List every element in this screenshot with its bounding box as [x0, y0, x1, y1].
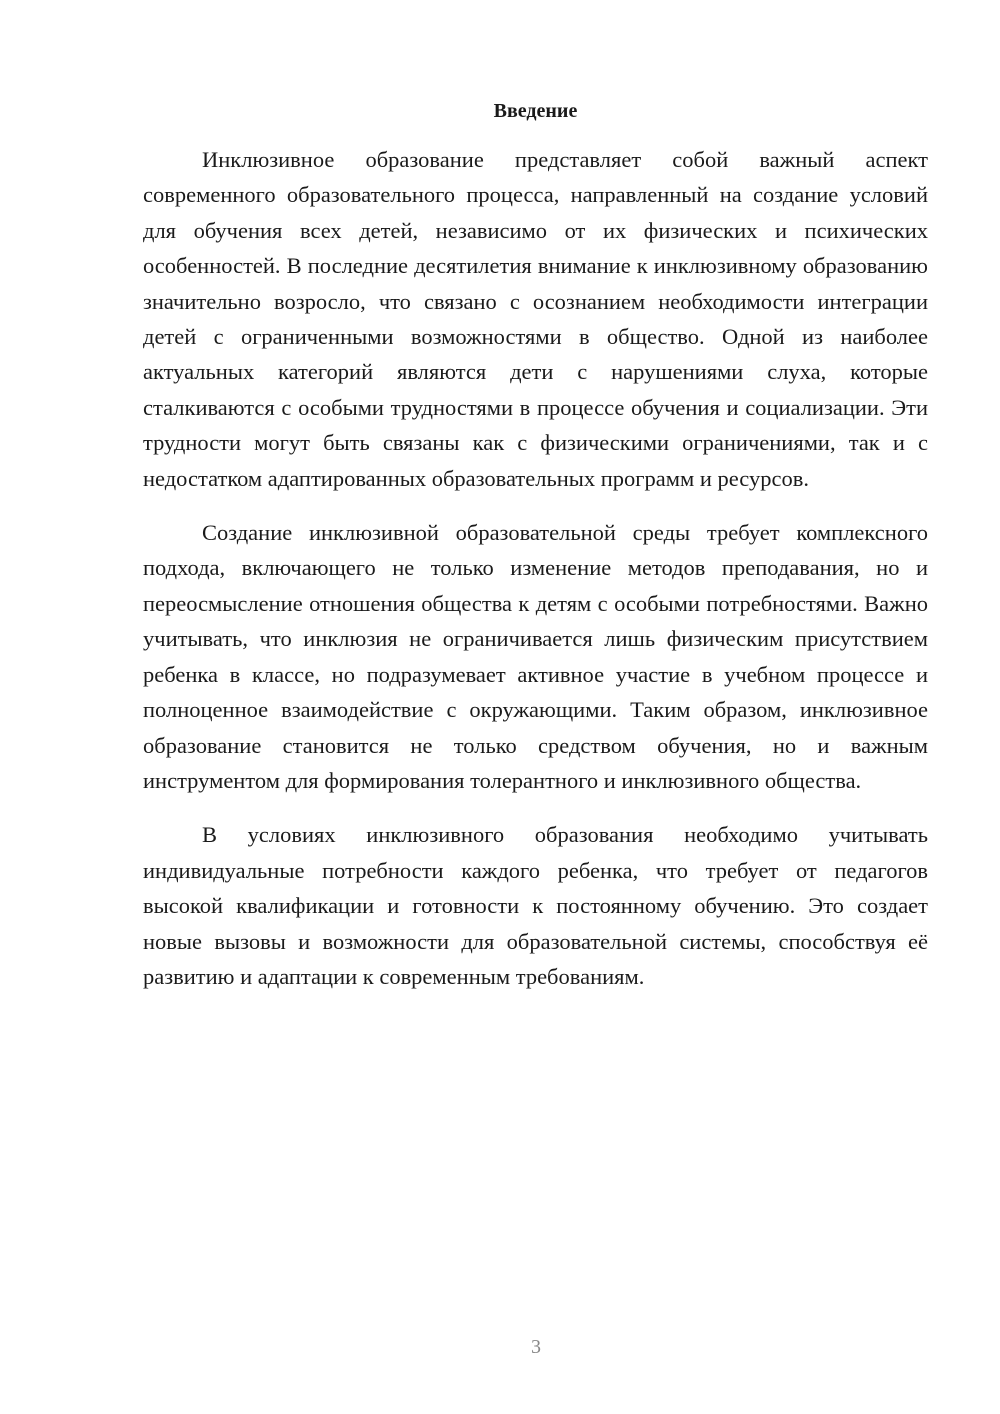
paragraph-3: В условиях инклюзивного образования необходимо учитывать индивидуальные потребности каждого ребенка, что требует от педагогов высокой квалификации и готовности к постоянному обучению. Это создает новые вызовы и возможности для образовательной системы, способствуя её развитию и адаптации к современным требованиям. — [143, 822, 928, 989]
paragraph-2: Создание инклюзивной образовательной среды требует комплексного подхода, включающего не только изменение методов преподавания, но и переосмысление отношения общества к детям с особыми потребностями. Важно учитывать, что инклюзия не ограничивается лишь физическим присутствием ребенка в классе, но подразумевает активное участие в учебном процессе и полноценное взаимодействие с окружающими. Таким образом, инклюзивное образование становится не только средством обучения, но и важным инструментом для формирования толерантного и инклюзивного общества. — [143, 520, 928, 793]
page-number: 3 — [531, 1336, 541, 1358]
body-text — [143, 142, 928, 1013]
paragraph-1: Инклюзивное образование представляет собой важный аспект современного образовательного процесса, направленный на создание условий для обучения всех детей, независимо от их физических и психических особенностей. В последние десятилетия внимание к инклюзивному образованию значительно возросло, что связано с осознанием необходимости интеграции детей с ограниченными возможностями в общество. Одной из наиболее актуальных категорий являются дети с нарушениями слуха, которые сталкиваются с особыми трудностями в процессе обучения и социализации. Эти трудности могут быть связаны как с физическими ограничениями, так и с недостатком адаптированных образовательных программ и ресурсов. — [143, 147, 928, 491]
section-heading: Введение — [493, 100, 578, 122]
